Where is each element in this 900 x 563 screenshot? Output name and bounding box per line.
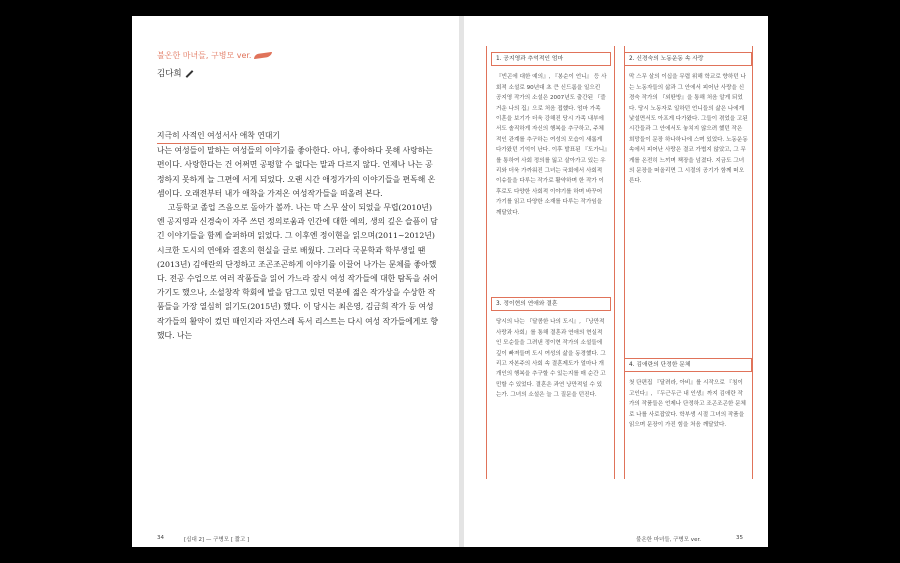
left-running-foot: [십대 2] — 구병모 [ 짧고 ] [184,537,250,543]
sidebar-note [624,52,752,317]
column-rule [752,46,753,479]
paragraph: 나는 여성들이 말하는 여성들의 이야기를 좋아한다. 아니, 좋아하다 못해 사랑하는 편이다. 사랑한다는 건 어쩌면 공평할 수 없다는 말과 다르지 않다. 언제나 나는 공정하지 못하게 늘 그편에 서게 되었다. 오랜 시간 애정가가의 이야기들을 편독해 온 셈이다. 오래전부터 내가 애착을 가져온 여성작가들을 떠올려 본다. [157,146,436,198]
note-title: 3. 정이현의 연애와 결혼 [491,297,611,311]
note-title: 2. 신경숙의 노동운동 속 사랑 [624,52,752,66]
note-title: 1. 공지영과 추억적인 엄마 [491,52,611,66]
sidebar-note [491,297,611,477]
left-page [132,16,459,547]
author-name [157,67,194,79]
paragraph: 고등학교 졸업 즈음으로 돌아가 볼까. 나는 막 스무 살이 되었을 무렵(2010년)엔 공지영과 신경숙이 자주 쓰던 정의로움과 인간에 대한 예의, 생의 깊은 슬픔이 담긴 이야기들을 함께 슬퍼하며 읽었다. 그 이후엔 정이현을 읽으며(2011~2012년) 시크한 도시의 연애와 결혼의 현실을 글로 배웠다. 그러다 국문학과 학부생일 땐(2013년) 김애란의 단정하고 조곤조곤하게 이야기를 이끌어 나가는 문체를 좋아했다. 전공 수업으로 여러 작품들을 읽어 가느라 잠시 여성 작가들에 대한 탐독을 쉬어가기도 했으나, 소설창작 학회에 발을 담그고 있던 덕분에 젊은 작가상을 수상한 작품들을 가장 열심히 읽기도(2015년) 했다. 이 당시는 최은영, 김금희 작가 등 여성 작가들의 활약이 컸던 때인지라 자연스레 독서 리스트는 다시 여성 작가들에게로 향했다. 나는 [157,203,438,340]
right-page [464,16,768,547]
note-title: 4. 김애란의 단정한 문체 [624,358,752,372]
note-text: 막 스무 살의 이십을 무렵 위해 학교로 향하던 나는 노동자들의 삶과 그 안에서 피어난 사랑을 신경숙 작가의 『외딴방』을 통해 처음 알게 되었다. 당시 노동자로 일하던 언니들의 삶은 나에게 낯설면서도 아프게 다가왔다. 그들이 겪었을 고된 시간들과 그 안에서도 놓치지 않으려 했던 작은 희망들이 문장 하나하나에 스며 있었다. 노동운동 속에서 피어난 사랑은 결코 가볍지 않았고, 그 무게를 온전히 느끼며 책장을 넘겼다. 지금도 그녀의 문장을 떠올리면 그 시절의 공기가 함께 떠오른다. [629,74,748,185]
article-body [157,129,439,343]
right-page-number: 35 [736,535,743,541]
column-rule [486,46,487,479]
left-page-number: 34 [157,535,164,541]
section-heading: 지극히 사적인 여성서사 애착 연대기 [157,129,280,144]
sidebar-note [491,52,611,252]
sidebar-note [624,358,752,468]
note-text: 『빈곤에 대한 예의』, 『봉순이 언니』 등 사회적 소설로 90년대 초 큰 신드롬을 일으킨 공지영 작가의 소설은 2007년도 출간된 『즐거운 나의 집』으로 처음 접했다. 엄마 가족 이혼을 보기가 더욱 강해진 당시 가족 내부에서도 솔직하게 자신의 행복을 추구하고, 주체적인 관계를 추구하는 여성의 모습이 새롭게 다가왔던 기억이 난다. 이후 발표된 『도가니』를 통하여 사회 정의를 잃고 살아가고 있는 우리와 더욱 가까워진 그녀는 국회에서 사회적 이슈들을 다루는 작가로 활약하며 한 작가 이후로도 다양한 사회적 이야기를 하며 바꾸어 가기를 읽고 다양한 소재를 다루는 작가임을 깨달았다. [496,74,607,216]
series-title-text: 불온한 마녀들, 구병모 ver. [157,51,252,60]
pen-icon [185,70,193,78]
note-text: 당시의 나는 『달콤한 나의 도시』, 『낭만적 사랑과 사회』를 통해 결혼과 연애의 현실적인 모순들을 그려낸 정이현 작가의 소설들에 깊이 빠져들며 도시 여성의 삶을 동경했다. 그리고 자본주의 사회 속 결혼제도가 얼마나 개개인의 행복을 추구할 수 있는지를 매 순간 고민할 수 있었다. 결혼은 과연 낭만적일 수 있는가. 그녀의 소설은 늘 그 질문을 던진다. [496,319,606,399]
series-title [157,50,271,61]
author-name-text: 김다희 [157,69,182,79]
brush-stroke-icon [254,52,272,59]
note-text: 첫 단편집 『달려라, 아비』를 시작으로 『침이 고인다』, 『두근두근 내 인생』까지 김애란 작가의 작품들은 언제나 단정하고 조곤조곤한 문체로 나를 사로잡았다. 학부생 시절 그녀의 작품을 읽으며 문장이 가진 힘을 처음 깨달았다. [629,380,746,429]
column-rule [614,46,615,479]
right-running-foot: 불온한 마녀들, 구병모 ver. [636,537,701,543]
